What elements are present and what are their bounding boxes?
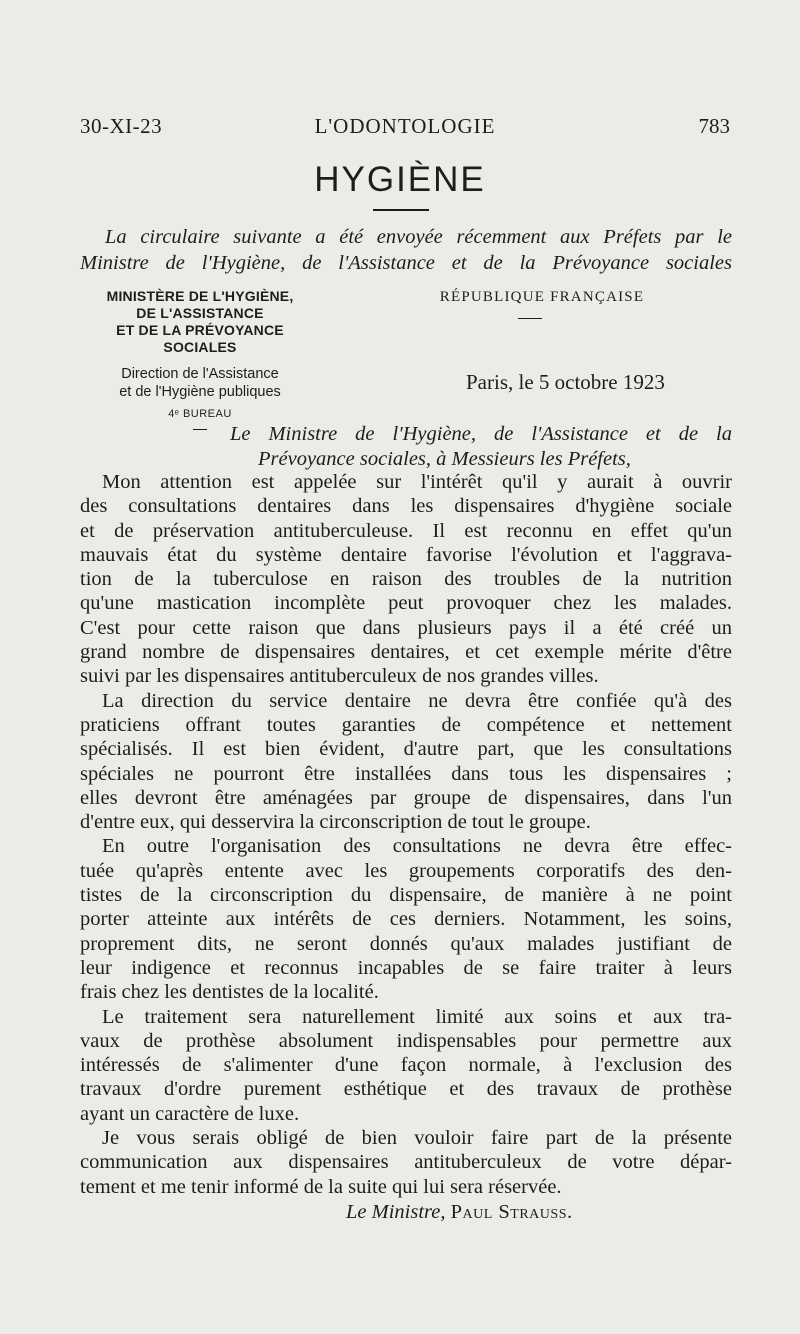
running-head <box>80 114 730 144</box>
body-line: travaux d'ordre purement esthétique et des travaux de prothèse <box>80 1078 732 1101</box>
direction-line: et de l'Hygiène publiques <box>119 384 281 400</box>
bureau-label: 4ᵉ BUREAU <box>168 408 232 420</box>
signature-name: Paul Strauss. <box>450 1201 573 1223</box>
body-line: Le traitement sera naturellement limité aux soins et aux tra- <box>102 1005 732 1028</box>
body-line: spécialisés. Il est bien évident, d'autre part, que les consultations <box>80 738 732 761</box>
republic-divider <box>518 318 542 319</box>
body-line: frais chez les dentistes de la localité. <box>80 981 379 1004</box>
ministry-letterhead <box>80 288 320 430</box>
body-line: praticiens offrant toutes garanties de compétence et nettement <box>80 713 732 736</box>
body-line: La direction du service dentaire ne devra être confiée qu'à des <box>102 689 732 712</box>
republic-heading: RÉPUBLIQUE FRANÇAISE <box>439 289 645 305</box>
body-line: proprement dits, ne seront donnés qu'aux malades justifiant de <box>80 932 732 955</box>
letter-body <box>80 470 732 1199</box>
body-line: communication aux dispensaires antituberculeux de votre dépar- <box>80 1151 732 1174</box>
address-line: Prévoyance sociales, à Messieurs les Préfets, <box>258 448 631 470</box>
intro-paragraph <box>80 224 732 276</box>
body-line: tistes de la circonscription du dispensaire, de manière à ne point <box>80 884 732 907</box>
body-line: tion de la tuberculose en raison des troubles de la nutrition <box>80 568 732 591</box>
body-line: tuée qu'après entente avec les groupements corporatifs des den- <box>80 859 732 882</box>
title-rule <box>373 209 429 211</box>
body-line: qu'une mastication incomplète peut provoquer chez les malades. <box>80 592 732 615</box>
body-line: grand nombre de dispensaires dentaires, et cet exemple mérite d'être <box>80 641 732 664</box>
ministry-name-line: MINISTÈRE DE L'HYGIÈNE, <box>106 288 294 304</box>
body-line: En outre l'organisation des consultations ne devra être effec- <box>102 835 732 858</box>
section-title: HYGIÈNE <box>314 160 486 199</box>
address-line: Le Ministre de l'Hygiène, de l'Assistance et de la <box>230 423 732 445</box>
body-line: Mon attention est appelée sur l'intérêt qu'il y aurait à ouvrir <box>102 471 732 493</box>
intro-line: La circulaire suivante a été envoyée récemment aux Préfets par le <box>105 226 732 248</box>
letter-date: Paris, le 5 octobre 1923 <box>466 370 665 394</box>
body-line: et de préservation antituberculeuse. Il est reconnu en effet qu'un <box>80 519 732 542</box>
body-line: suivi par les dispensaires antituberculeux de nos grandes villes. <box>80 665 599 688</box>
body-line: C'est pour cette raison que dans plusieurs pays il a été créé un <box>80 616 732 639</box>
body-line: d'entre eux, qui desservira la circonscription de tout le groupe. <box>80 811 591 834</box>
body-line: des consultations dentaires dans les dispensaires d'hygiène sociale <box>80 495 732 518</box>
body-line: spéciales ne pourront être installées dans tous les dispensaires ; <box>80 762 732 785</box>
body-line: tement et me tenir informé de la suite qui lui sera réservée. <box>80 1175 562 1198</box>
signature-title: Le Ministre, <box>346 1201 446 1223</box>
body-line: mauvais état du système dentaire favorise l'évolution et l'aggrava- <box>80 543 732 566</box>
body-line: vaux de prothèse absolument indispensables pour permettre aux <box>80 1029 732 1052</box>
issue-date: 30-XI-23 <box>80 114 163 138</box>
direction-line: Direction de l'Assistance <box>121 366 279 382</box>
journal-title: L'ODONTOLOGIE <box>314 114 496 138</box>
body-line: leur indigence et reconnus incapables de se faire traiter à leurs <box>80 956 732 979</box>
body-line: Je vous serais obligé de bien vouloir faire part de la présente <box>102 1127 732 1150</box>
page-number: 783 <box>698 114 730 138</box>
signature <box>346 1200 573 1224</box>
body-line: porter atteinte aux intérêts de ces derniers. Notamment, les soins, <box>80 908 732 931</box>
ministry-name-line: DE L'ASSISTANCE <box>136 305 264 321</box>
body-line: intéressés de s'alimenter d'une façon normale, à l'exclusion des <box>80 1054 732 1077</box>
intro-line: Ministre de l'Hygiène, de l'Assistance et de la Prévoyance sociales <box>80 252 732 274</box>
ministry-name-line: ET DE LA PRÉVOYANCE SOCIALES <box>116 322 284 355</box>
letter-address <box>80 422 732 472</box>
body-line: elles devront être aménagées par groupe de dispensaires, dans l'un <box>80 786 732 809</box>
body-line: ayant un caractère de luxe. <box>80 1102 300 1125</box>
